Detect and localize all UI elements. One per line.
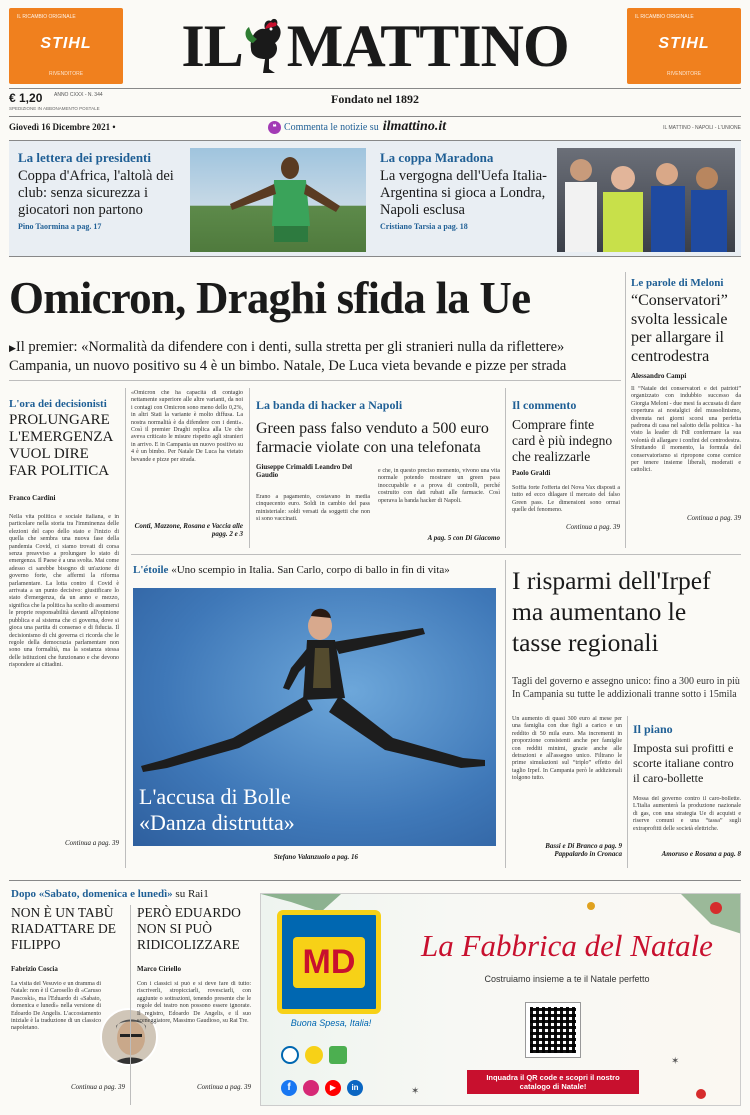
- hacker-authors: Giuseppe Crimaldi Leandro Del Gaudio: [256, 463, 353, 479]
- bolle-deck: «Uno scempio in Italia. San Carlo, corpo di ballo in fin di vita»: [171, 564, 450, 576]
- editorial-kicker: L'ora dei decisionisti: [9, 398, 107, 410]
- hacker-col1: Erano a pagamento, costavano in media cinquecento euro. Soldi in cambio del pass ministeriale: soldi versati da soggetti che non si sono vaccinati.: [256, 494, 370, 523]
- footballer-photo: [190, 148, 366, 252]
- editorial-body: Nella vita politica e sociale italiana, e in particolare nella storia tra l'imminenza delle elezioni del capo dello stato e l'inizio di quella che sembra una nuova fase della pandemia Covid, ci siamo trovati di corsa senza preavviso a prolungare lo stato di emergenza. Il Paese è a una svolta. Mai come adesso ci sarebbe bisogno di un'azione di governo forte, che affermi la riforma parlamentare. La lotta contro il Covid è arrivata a un punto decisivo: giustificare lo stato d'emergenza, da un anno e mezzo, significa che la politica ha scelto di assumersi le proprie responsabilità davanti all'opinione pubblica e al sistema che ci governa, dove si gioca una partita di consenso e di fiducia. Il decisionismo di chi governa ci ricorda che le regole della democrazia parlamentare non sono una formalità, ma la sostanza stessa delle istituzioni che funzionano e che devono rispondere ai cittadini.: [9, 514, 119, 669]
- irpef-body-column[interactable]: [512, 716, 622, 858]
- meloni-column[interactable]: [631, 277, 741, 522]
- rai-right-article[interactable]: [137, 905, 251, 1091]
- bolle-photo[interactable]: [133, 588, 496, 846]
- commento-headline: Comprare finte card è più indegno che realizzarle: [512, 417, 613, 464]
- irpef-authors: Bassi e Di Branco a pag. 9 Pappalardo in Cronaca: [545, 842, 622, 858]
- hacker-continue: A pag. 5 con Di Giacomo: [427, 534, 500, 542]
- newspaper-title[interactable]: [128, 10, 622, 82]
- irpef-headline[interactable]: I risparmi dell'Irpef ma aumentano le tasse regionali: [512, 566, 711, 657]
- md-cta[interactable]: Inquadra il QR code e scopri il nostro catalogo di Natale!: [467, 1070, 639, 1094]
- teaser-kicker: La coppa Maradona: [380, 150, 494, 165]
- rai-right-continue: Continua a pag. 39: [196, 1083, 251, 1091]
- site-name[interactable]: ilmattino.it: [382, 119, 447, 134]
- piano-body: Mossa del governo contro il caro-bollette. L'Italia aumenterà la produzione nazionale di gas, con una strategia Ue di acquisti e riserve comuni e una “tassa” sugli extraprofitti delle società elettriche.: [633, 796, 741, 832]
- md-social-icons: [281, 1046, 347, 1064]
- lead-deck-2: Campania, un nuovo positivo su 4 è un bimbo. Natale, De Luca vieta bevande e pizze per strada: [9, 358, 567, 374]
- players-photo: [557, 148, 735, 252]
- commento-author: Paolo Graldi: [512, 469, 551, 477]
- rai-right-headline: PERÒ EDUARDO NON SI PUÒ RIDICOLIZZARE: [137, 905, 241, 952]
- teaser-maradona[interactable]: [380, 150, 554, 231]
- rai-right-body: Con i classici si può e si deve fare di tutto: riscriverli, stropicciarli, rovesciarli, con aggiunte o sottrazioni, tenendo presente che le regole del teatro non possono essere ignorate. Il registro, Edoardo De Angelis, e il suo sceneggiatore, Massimo Gaudioso, su Rai Tre.: [137, 981, 251, 1025]
- date-line: Giovedì 16 Dicembre 2021 •: [9, 122, 116, 132]
- founded-line: Fondato nel 1892: [330, 92, 419, 106]
- lead-body-column[interactable]: [131, 390, 243, 538]
- flyer-icon: [329, 1046, 347, 1064]
- bolle-overlay-1: L'accusa di Bolle: [139, 784, 291, 809]
- md-logo-box: [277, 910, 381, 1014]
- stihl-logo: STIHL: [658, 35, 710, 52]
- lead-authors: Conti, Mazzone, Rosana e Vaccia alle pagg. 2 e 3: [134, 522, 243, 538]
- hacker-kicker: La banda di hacker a Napoli: [256, 398, 403, 412]
- commento-kicker: Il commento: [512, 398, 577, 412]
- commento-continue: Continua a pag. 39: [565, 523, 620, 531]
- play-icon: ▶: [9, 343, 16, 353]
- lead-headline[interactable]: Omicron, Draghi sfida la Ue: [9, 273, 531, 323]
- stihl-ad-small-bottom: RIVENDITORE: [666, 71, 702, 77]
- svg-text:✶: ✶: [411, 1086, 420, 1097]
- rai-right-author: Marco Ciriello: [137, 965, 181, 973]
- meloni-headline: “Conservatori” svolta lessicale per allargare il centrodestra: [631, 292, 728, 365]
- editorial-column[interactable]: [9, 398, 119, 847]
- teaser-byline: Pino Taormina a pag. 17: [18, 222, 102, 231]
- piano-article[interactable]: [633, 722, 741, 858]
- rai-kicker: Dopo «Sabato, domenica e lunedì»: [11, 888, 173, 900]
- rai-channel: su Rai1: [175, 888, 209, 900]
- md-app-icon: [305, 1046, 323, 1064]
- rai-kicker-line[interactable]: [11, 888, 251, 900]
- comment-icon: ❝: [268, 121, 281, 134]
- rai-left-author: Fabrizio Coscia: [11, 965, 58, 973]
- md-ad-subtitle: Costruiamo insieme a te il Natale perfetto: [484, 974, 650, 984]
- instagram-icon[interactable]: [303, 1080, 319, 1096]
- stihl-ad-right[interactable]: [627, 8, 741, 84]
- editorial-author: Franco Cardini: [9, 494, 56, 502]
- price: € 1,20: [9, 91, 43, 105]
- legal-text-left: SPEDIZIONE IN ABBONAMENTO POSTALE: [9, 106, 100, 111]
- rai-left-headline: NON È UN TABÙ RIADATTARE DE FILIPPO: [11, 905, 117, 952]
- youtube-icon[interactable]: ▶: [325, 1080, 341, 1096]
- piano-authors: Amoruso e Rosana a pag. 8: [661, 850, 741, 858]
- piano-kicker: Il piano: [633, 722, 673, 736]
- title-left: IL: [181, 12, 243, 79]
- stihl-ad-left[interactable]: [9, 8, 123, 84]
- svg-text:✶: ✶: [671, 1056, 680, 1067]
- stihl-logo: STIHL: [40, 35, 92, 52]
- stihl-ad-small-top: IL RICAMBIO ORIGINALE: [635, 14, 694, 20]
- social-prefix: Commenta le notizie su: [284, 121, 379, 133]
- stihl-ad-small-bottom: RIVENDITORE: [48, 71, 84, 77]
- hacker-headline: Green pass falso venduto a 500 euro farmacie violate con una telefonata: [256, 420, 489, 456]
- irpef-body: Un aumento di quasi 300 euro al mese per una famiglia con due figli a carico e un reddito di 50 mila euro. Ma incrementi in proporzione consistenti anche per famiglie con redditi minimi, grazie anche alle detrazioni e all'assegno unico. Filtrano le prime simulazioni sul “triplo” effetto del taglio Irpef. In Campania però le addizionali tolgono tutto.: [512, 716, 622, 782]
- title-right: MATTINO: [286, 12, 569, 79]
- teaser-headline: La vergogna dell'Uefa Italia-Argentina si gioca a Londra, Napoli esclusa: [380, 168, 547, 218]
- bolle-kicker-line[interactable]: [133, 564, 498, 576]
- rai-left-continue: Continua a pag. 39: [70, 1083, 125, 1091]
- teaser-byline: Cristiano Tarsia a pag. 18: [380, 222, 468, 231]
- legal-text-right: IL MATTINO - NAPOLI - L'UNIONE: [663, 125, 741, 131]
- rai-left-body: La visita del Vesuvio e un dramma di Natale: non è il Carosello di «Caruso Pascoski», ma l'Eduardo di «Sabato, domenica e lunedì» nella versione di Edoardo De Angelis. L'accostamento iniziale è la traduzione di un classico napoletano.: [11, 981, 101, 1032]
- meloni-author: Alessandro Campi: [631, 372, 687, 380]
- commento-article[interactable]: [512, 398, 620, 531]
- bolle-overlay-2: «Danza distrutta»: [139, 810, 295, 835]
- bolle-kicker: L'étoile: [133, 564, 169, 576]
- lead-deck: [9, 338, 621, 375]
- commento-body: Soffia forte l'offerta del Nova Vax disposti a tutto ed ecco dilagare il mercato del falso Green pass. Le dimensioni sono ormai quelle del fenomeno.: [512, 485, 620, 514]
- lead-body: «Omicron che ha capacità di contagio nettamente superiore alle altre varianti, da noi i contagi con Omicron sono meno dello 0,2%, in altri Stati la variante è molto diffusa. La nostra normalità è da difendere con i denti». Così il premier Draghi replica alla Ue che aveva criticato le misure rispetto agli stranieri in arrivo. E in Campania un nuovo positivo su 4 è un bimbo. Per Natale De Luca ha vietato bevande e pizze per strada.: [131, 390, 243, 463]
- teaser-headline: Coppa d'Africa, l'altolà dei club: senza sicurezza i giocatori non partono: [18, 168, 174, 218]
- piano-headline: Imposta sui profitti e scorte italiane contro il caro-bollette: [633, 741, 734, 785]
- hacker-col2: e che, in questo preciso momento, vivono una vita normale potendo mostrare un green pass inoccupabile e a prova di controlli, perché costruito con dati rubati alle farmacie. Così operava la banda hacker di Napoli.: [378, 468, 500, 504]
- meloni-body: Il “Natale dei conservatori e dei patrioti” organizzato con indubbio successo da Giorgia Meloni - due mesi fa accusata di dare copertura ai nostalgici del mussolinismo, divenuta nei giorni scorsi una perfetta padrona di casa nel salotto della politica - ha visto la leader di FdI confermare la sua volontà di allargare i confini del centrodestra. Sfruttando il momento, la formula del conservatorismo si ripropone come cornice per tenere insieme liberali, moderati e cattolici.: [631, 386, 741, 474]
- facebook-icon[interactable]: f: [281, 1080, 297, 1096]
- qr-code[interactable]: [525, 1002, 581, 1058]
- qr-pattern: [530, 1007, 576, 1053]
- meloni-kicker: Le parole di Meloni: [631, 277, 724, 289]
- lead-deck-1: Il premier: «Normalità da difendere con i denti, sulla stretta per gli stranieri nulla da riflettere»: [15, 339, 565, 355]
- rooster-icon: [241, 15, 289, 77]
- meloni-continue: Continua a pag. 39: [686, 514, 741, 522]
- editorial-continue: Continua a pag. 39: [64, 839, 119, 847]
- rai-left-article[interactable]: [11, 905, 125, 1091]
- edition-info: ANNO CXXX - N. 344: [54, 92, 103, 98]
- editorial-headline: PROLUNGARE L'EMERGENZA VUOL DIRE FAR POLITICA: [9, 412, 113, 479]
- teaser-africa[interactable]: [18, 150, 186, 231]
- zoom-icon: [281, 1046, 299, 1064]
- social-line[interactable]: [268, 118, 446, 136]
- teaser-kicker: La lettera dei presidenti: [18, 150, 151, 165]
- md-slogan: Buona Spesa, Italia!: [290, 1018, 372, 1028]
- md-ad[interactable]: [260, 893, 741, 1106]
- stihl-ad-small-top: IL RICAMBIO ORIGINALE: [17, 14, 76, 20]
- irpef-deck: Tagli del governo e assegno unico: fino a 300 euro in più In Campania su tutte le addizionali tranne sotto i 15mila: [512, 676, 740, 700]
- bolle-credit: Stefano Valanzuolo a pag. 16: [273, 853, 358, 861]
- md-social-row: [281, 1080, 363, 1096]
- linkedin-icon[interactable]: in: [347, 1080, 363, 1096]
- md-logo: MD: [293, 937, 366, 988]
- md-ad-title: La Fabbrica del Natale: [421, 928, 713, 963]
- hacker-article[interactable]: [256, 398, 500, 479]
